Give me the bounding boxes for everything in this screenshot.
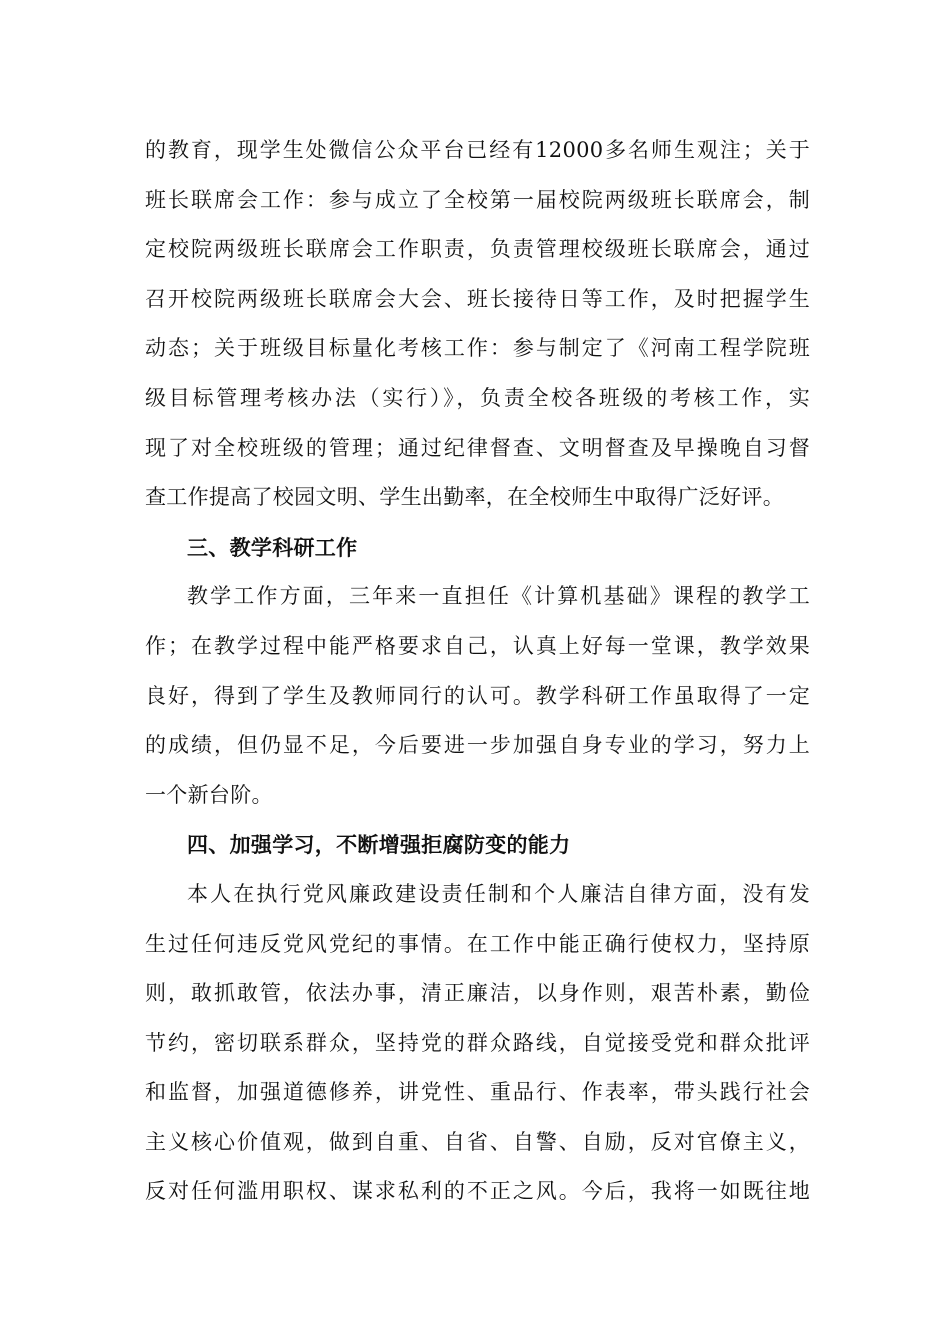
text-line: 动态；关于班级目标量化考核工作：参与制定了《河南工程学院班 xyxy=(145,336,810,361)
text-line: 现了对全校班级的管理；通过纪律督查、文明督查及早操晚自习督 xyxy=(145,435,810,460)
text-line: 反对任何滥用职权、谋求私利的不正之风。今后，我将一如既往地 xyxy=(145,1179,810,1204)
text-line: 召开校院两级班长联席会大会、班长接待日等工作，及时把握学生 xyxy=(145,286,810,311)
text-line: 良好，得到了学生及教师同行的认可。教学科研工作虽取得了一定 xyxy=(145,683,810,708)
paragraph-student-work xyxy=(145,126,810,523)
document-body xyxy=(145,126,810,1217)
text-line: 定校院两级班长联席会工作职责，负责管理校级班长联席会，通过 xyxy=(145,237,810,262)
text-line: 的教育，现学生处微信公众平台已经有12000多名师生观注；关于 xyxy=(145,138,810,162)
text-line: 的成绩，但仍显不足，今后要进一步加强自身专业的学习，努力上 xyxy=(145,733,810,758)
section-heading-anti-corruption: 四、加强学习，不断增强拒腐防变的能力 xyxy=(187,832,571,858)
text-line: 本人在执行党风廉政建设责任制和个人廉洁自律方面，没有发 xyxy=(187,881,810,906)
section-heading-teaching-research: 三、教学科研工作 xyxy=(187,534,358,560)
text-line: 级目标管理考核办法（实行）》，负责全校各班级的考核工作，实 xyxy=(145,385,810,410)
paragraph-integrity xyxy=(145,870,810,1217)
text-line: 主义核心价值观，做到自重、自省、自警、自励，反对官僚主义， xyxy=(145,1129,810,1154)
text-line: 一个新台阶。 xyxy=(145,782,273,807)
text-line: 生过任何违反党风党纪的事情。在工作中能正确行使权力，坚持原 xyxy=(145,931,810,956)
text-line: 班长联席会工作：参与成立了全校第一届校院两级班长联席会，制 xyxy=(145,187,810,212)
text-line: 和监督，加强道德修养，讲党性、重品行、作表率，带头践行社会 xyxy=(145,1080,810,1105)
text-line: 则，敢抓敢管，依法办事，清正廉洁，以身作则，艰苦朴素，勤俭 xyxy=(145,981,810,1006)
text-line: 查工作提高了校园文明、学生出勤率，在全校师生中取得广泛好评。 xyxy=(145,485,784,510)
paragraph-teaching xyxy=(145,572,810,820)
text-line: 节约，密切联系群众，坚持党的群众路线，自觉接受党和群众批评 xyxy=(145,1030,810,1055)
text-line: 作；在教学过程中能严格要求自己，认真上好每一堂课，教学效果 xyxy=(145,633,810,658)
text-line: 教学工作方面，三年来一直担任《计算机基础》课程的教学工 xyxy=(187,584,810,609)
